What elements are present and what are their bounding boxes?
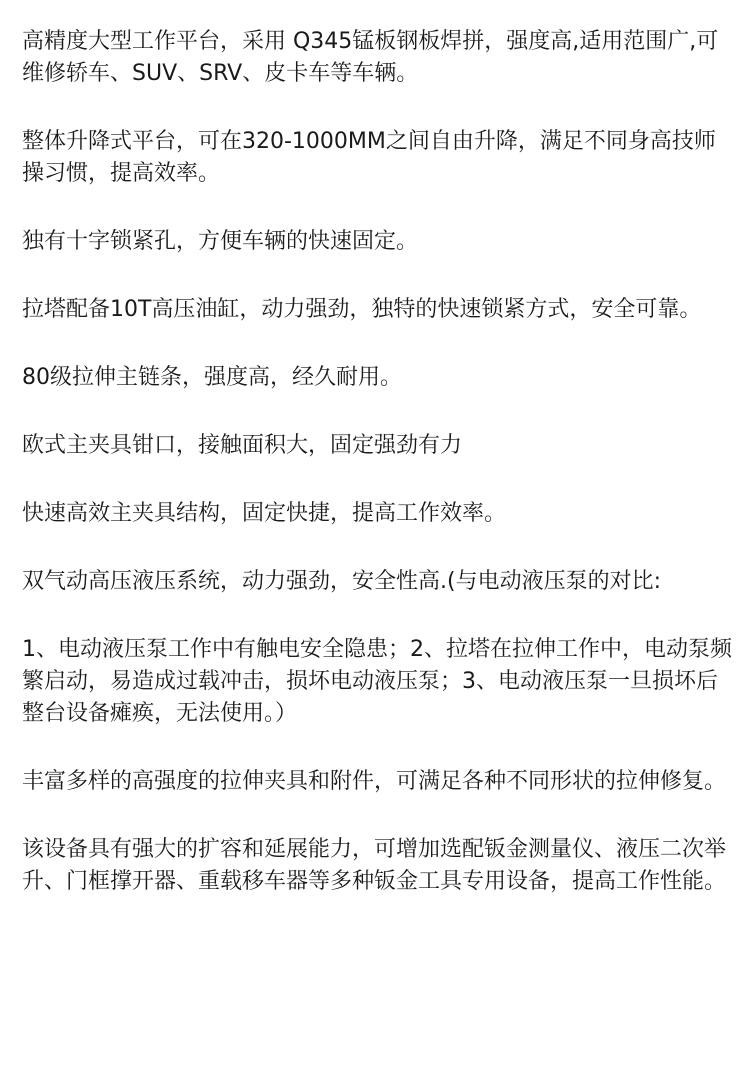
feature-accessories: 丰富多样的高强度的拉伸夹具和附件，可满足各种不同形状的拉伸修复。 bbox=[22, 769, 727, 794]
feature-lock-holes: 独有十字锁紧孔，方便车辆的快速固定。 bbox=[22, 229, 419, 254]
feature-pump-comparison: 1、电动液压泵工作中有触电安全隐患；2、拉塔在拉伸工作中，电动泵频繁启动，易造成过载冲击，损坏电动液压泵；3、电动液压泵一旦损坏后 整台设备瘫痪，无法使用。） bbox=[22, 637, 732, 726]
feature-clamp-structure: 快速高效主夹具结构，固定快捷，提高工作效率。 bbox=[22, 501, 507, 526]
feature-expansion: 该设备具有强大的扩容和延展能力，可增加选配钣金测量仪、液压二次举升、门框撑开器、重载移车器等多种钣金工具专用设备，提高工作性能。 bbox=[22, 837, 727, 894]
product-description bbox=[22, 26, 734, 898]
feature-lift: 整体升降式平台，可在320-1000MM之间自由升降，满足不同身高技师操习惯，提高效率。 bbox=[22, 129, 716, 186]
feature-platform: 高精度大型工作平台，采用 Q345锰板钢板焊拼，强度高,适用范围广,可维修轿车、SUV、SRV、皮卡车等车辆。 bbox=[22, 29, 719, 86]
feature-hydraulic-system: 双气动高压液压系统，动力强劲，安全性高.(与电动液压泵的对比: bbox=[22, 569, 661, 594]
feature-chain: 80级拉伸主链条，强度高，经久耐用。 bbox=[22, 365, 402, 390]
feature-cylinder: 拉塔配备10T高压油缸，动力强劲，独特的快速锁紧方式，安全可靠。 bbox=[22, 297, 702, 322]
feature-clamp-jaw: 欧式主夹具钳口，接触面积大，固定强劲有力 bbox=[22, 433, 463, 458]
